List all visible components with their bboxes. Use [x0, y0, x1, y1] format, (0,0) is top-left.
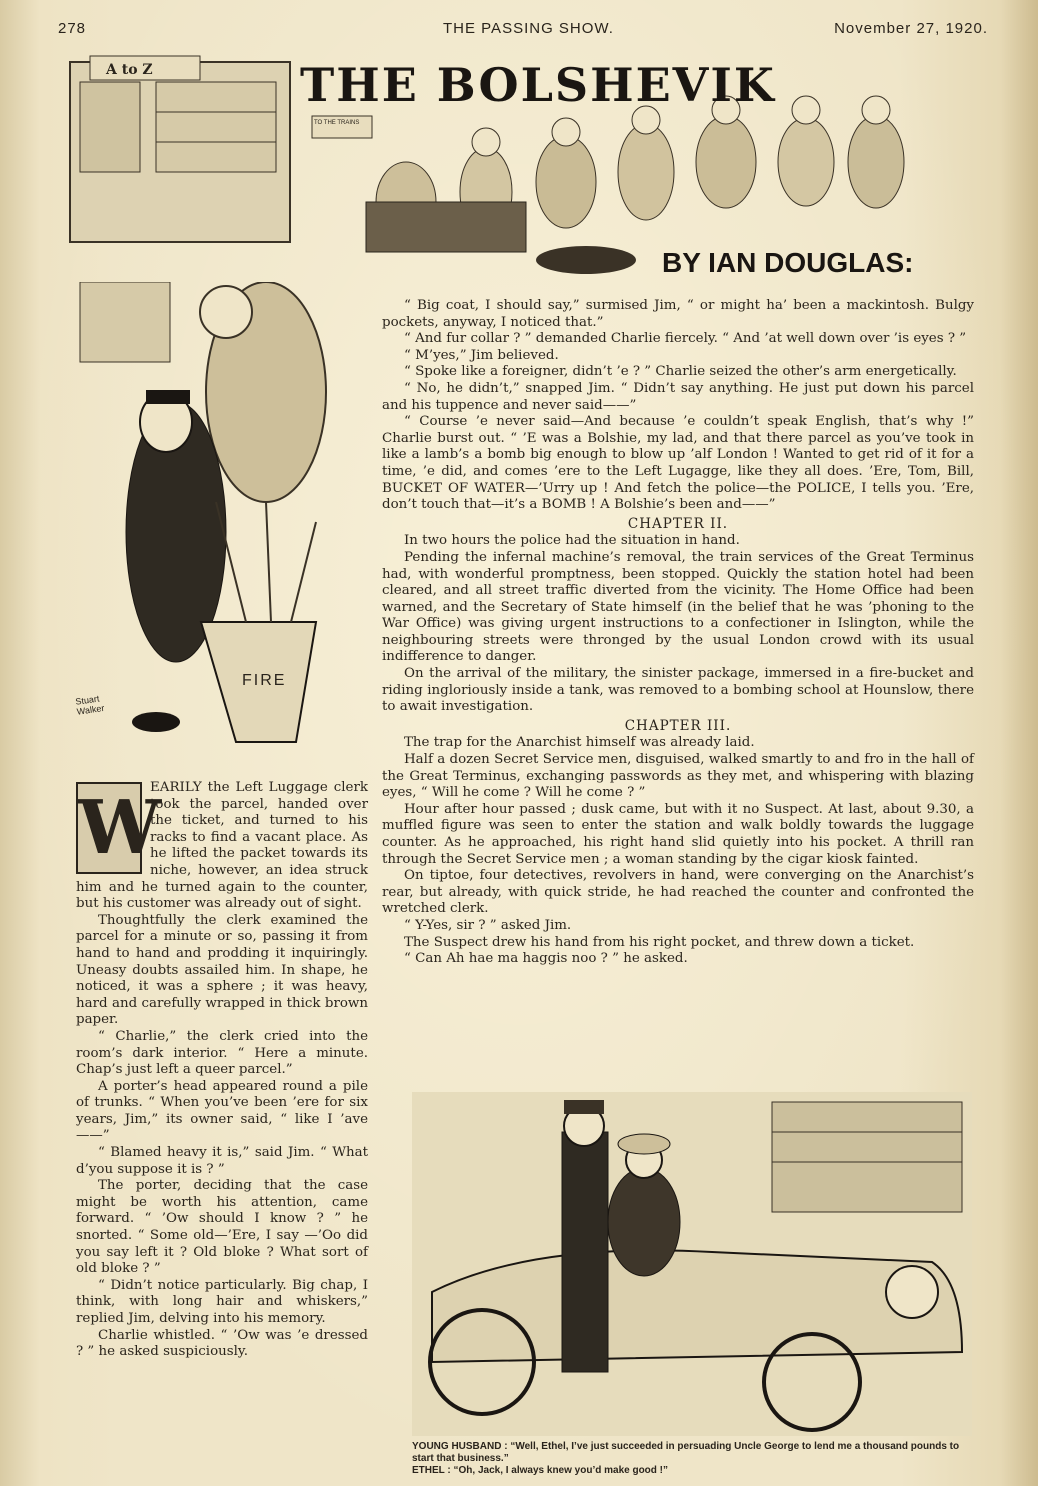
caption-speaker-ethel: ETHEL : — [412, 1465, 451, 1476]
paragraph: The Suspect drew his hand from his right pocket, and threw down a ticket. — [404, 934, 915, 950]
artist-signature: Stuart Walker — [74, 693, 105, 717]
cartoon-caption — [412, 1441, 972, 1477]
bucket-fire-label: FIRE — [242, 672, 287, 689]
running-header — [58, 20, 988, 46]
paragraph: On the arrival of the military, the sinister package, immersed in a fire-bucket and riding ingloriously inside a tank, was removed to a bombing school at Hounslow, there to await investigation. — [382, 666, 974, 715]
paragraph: Charlie whistled. “ ’Ow was ’e dressed ? ” he asked suspiciously. — [76, 1327, 368, 1360]
caption-line-ethel: “Oh, Jack, I always knew you’d make good !” — [453, 1465, 669, 1476]
right-column — [382, 298, 974, 968]
paragraph: The trap for the Anarchist himself was already laid. — [404, 735, 755, 751]
left-column — [76, 780, 368, 1361]
paragraph: Thoughtfully the clerk examined the parcel for a minute or so, passing it from hand to hand and prodding it inquiringly. Uneasy doubts assailed him. In shape, he noticed, it was a sphere ; it was heavy, hard and carefully wrapped in thick brown paper. — [76, 912, 368, 1028]
paragraph: “ Blamed heavy it is,” said Jim. “ What d’you suppose it is ? ” — [76, 1145, 368, 1177]
paragraph: “ No, he didn’t,” snapped Jim. “ Didn’t say anything. He just put down his parcel and his tuppence and never said——” — [382, 380, 974, 413]
magazine-name: THE PASSING SHOW. — [443, 20, 614, 37]
paragraph: Pending the infernal machine’s removal, the train services of the Great Terminus had, with wonderful promptness, been stopped. Quickly the station hotel had been cleared, and all street traffic diverted from the vicinity. The Home Office had been warned, and the Secretary of State himself (in the belief that he was ’phoning to the War Office) was giving urgent instructions to a confectioner in Islington, while the neighbouring streets were thronged by the usual London crowd with its usual indifference to danger. — [382, 549, 974, 665]
chapter-heading: CHAPTER III. — [624, 717, 732, 734]
paragraph: “ Course ’e never said—And because ’e couldn’t speak English, that’s why !” Charlie burst out. “ ’E was a Bolshie, my lad, and that there parcel as you’ve took in like a lamb’s a bomb big enough to blow up ’alf London ! Wanted to get rid of it for a time, ’e did, and comes ’ere to the Left Lugagge, like they all does. ’Ere, Tom, Bill, BUCKET OF WATER—’Urry up ! And fetch the police—the POLICE, I tells you. ’Ere, don’t touch that—it’s a BOMB ! A Bolshie’s been and——” — [382, 414, 974, 513]
paragraph: “ M’yes,” Jim believed. — [404, 347, 559, 363]
sign-to-trains: TO THE TRAINS — [314, 120, 360, 126]
paragraph: On tiptoe, four detectives, revolvers in hand, were converging on the Anarchist’s rear, but already, with quick stride, he had reached the counter and confronted the wretched clerk. — [382, 868, 974, 917]
drop-cap: W — [76, 782, 142, 874]
caption-speaker-husband: YOUNG HUSBAND : — [412, 1441, 508, 1452]
paragraph: In two hours the police had the situation in hand. — [404, 533, 740, 549]
paragraph: A porter’s head appeared round a pile of trunks. “ When you’ve been ’ere for six years, Jim,” its owner said, “ like I ’ave——” — [76, 1078, 368, 1144]
paragraph: Half a dozen Secret Service men, disguised, walked smartly to and fro in the hall of the Great Terminus, exchanging passwords as they met, and whispering with blazing eyes, “ Will he come ? Will he come ? ” — [382, 752, 974, 801]
couple-in-car-drawing — [412, 1092, 972, 1436]
paragraph: “ Can Ah hae ma haggis noo ? ” he asked. — [404, 951, 688, 967]
paragraph: “ Spoke like a foreigner, didn’t ’e ? ” Charlie seized the other’s arm energetically. — [404, 364, 957, 380]
paragraph: “ And fur collar ? ” demanded Charlie fiercely. “ And ’at well down over ’is eyes ? ” — [404, 331, 967, 347]
paragraph: Hour after hour passed ; dusk came, but with it no Suspect. At last, about 9.30, a muffled figure was seen to enter the station and walk boldly towards the luggage counter. As he approached, his right hand slid quietly into his pocket. A thrill ran through the Secret Service men ; a woman standing by the cigar kiosk fainted. — [382, 801, 974, 867]
story-title: THE BOLSHEVIK — [300, 58, 776, 112]
sign-az: A to Z — [106, 62, 153, 78]
page-number: 278 — [58, 20, 87, 37]
paragraph: “ Y-Yes, sir ? ” asked Jim. — [404, 917, 572, 933]
bucket-illustration — [66, 282, 366, 760]
paragraph: The porter, deciding that the case might be worth his attention, came forward. “ ’Ow should I know ? ” he snorted. “ Some old—’Ere, I say —’Oo did you say left it ? Old bloke ? What sort of old bloke ? ” — [76, 1178, 368, 1277]
car-cartoon — [412, 1092, 972, 1436]
clerk-and-bucket-drawing — [66, 282, 366, 760]
paragraph: “ Big coat, I should say,” surmised Jim, “ or might ha’ been a mackintosh. Bulgy pockets, anyway, I noticed that.” — [382, 298, 974, 330]
chapter-heading: CHAPTER II. — [627, 515, 729, 532]
paragraph: “ Didn’t notice particularly. Big chap, I think, with long hair and whiskers,” replied Jim, delving into his memory. — [76, 1277, 368, 1326]
opening-paragraph: EARILY the Left Luggage clerk took the parcel, handed over the ticket, and turned to his racks to find a vacant place. As he lifted the packet towards its niche, however, an idea struck him and he turned again to the counter, but his customer was already out of sight. — [76, 780, 368, 912]
issue-date: November 27, 1920. — [834, 20, 988, 37]
story-byline: BY IAN DOUGLAS: — [662, 247, 914, 278]
caption-line-husband: “Well, Ethel, I’ve just succeeded in persuading Uncle George to lend me a thousand pounds to start that business.” — [412, 1441, 960, 1464]
paragraph: “ Charlie,” the clerk cried into the room’s dark interior. “ Here a minute. Chap’s just left a queer parcel.” — [76, 1028, 368, 1078]
